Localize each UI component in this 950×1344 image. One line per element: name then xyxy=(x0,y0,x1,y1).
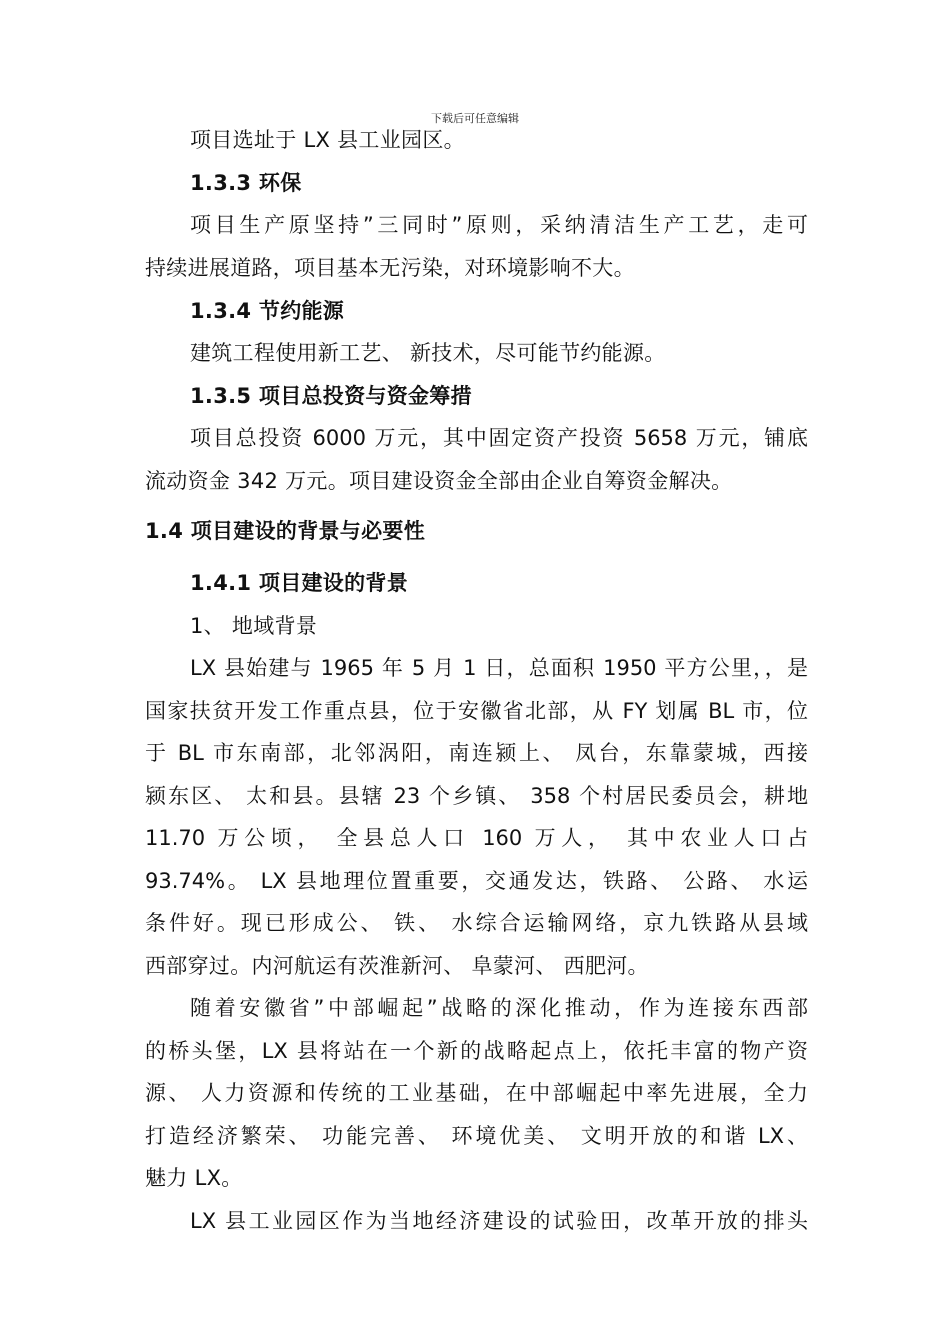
paragraph-line: 源、 人力资源和传统的工业基础，在中部崛起中率先进展，全力 xyxy=(145,1081,808,1105)
paragraph-line: 项目生产原坚持”三同时”原则，采纳清洁生产工艺，走可 xyxy=(190,213,808,237)
paragraph-line: LX 县工业园区作为当地经济建设的试验田，改革开放的排头 xyxy=(190,1209,808,1233)
paragraph-line: 打造经济繁荣、 功能完善、 环境优美、 文明开放的和谐 LX、 xyxy=(145,1124,808,1148)
chapter-heading: 1.4 项目建设的背景与必要性 xyxy=(145,519,426,543)
paragraph-line: 建筑工程使用新工艺、 新技术，尽可能节约能源。 xyxy=(190,341,666,365)
section-heading: 1.3.5 项目总投资与资金筹措 xyxy=(190,384,472,408)
paragraph-line: LX 县始建与 1965 年 5 月 1 日，总面积 1950 平方公里，，是 xyxy=(190,656,808,680)
list-item: 1、 地域背景 xyxy=(190,614,318,638)
paragraph-line: 颍东区、 太和县。县辖 23 个乡镇、 358 个村居民委员会，耕地 xyxy=(145,784,808,808)
paragraph-line: 于 BL 市东南部，北邻涡阳，南连颍上、 凤台，东靠蒙城，西接 xyxy=(145,741,808,765)
header-note: 下载后可任意编辑 xyxy=(431,112,519,125)
paragraph-line: 随着安徽省”中部崛起”战略的深化推动，作为连接东西部 xyxy=(190,996,808,1020)
section-heading: 1.3.3 环保 xyxy=(190,171,302,195)
paragraph-line: 11.70 万公顷， 全县总人口 160 万人， 其中农业人口占 xyxy=(145,826,808,850)
section-heading: 1.3.4 节约能源 xyxy=(190,299,345,323)
paragraph-line: 项目总投资 6000 万元，其中固定资产投资 5658 万元，铺底 xyxy=(190,426,808,450)
paragraph-line: 条件好。现已形成公、 铁、 水综合运输网络，京九铁路从县域 xyxy=(145,911,808,935)
paragraph-line: 项目选址于 LX 县工业园区。 xyxy=(190,128,465,152)
paragraph-line: 国家扶贫开发工作重点县，位于安徽省北部，从 FY 划属 BL 市，位 xyxy=(145,699,808,723)
paragraph-line: 的桥头堡，LX 县将站在一个新的战略起点上，依托丰富的物产资 xyxy=(145,1039,808,1063)
paragraph-line: 93.74%。 LX 县地理位置重要，交通发达，铁路、 公路、 水运 xyxy=(145,869,808,893)
paragraph-line: 流动资金 342 万元。项目建设资金全部由企业自筹资金解决。 xyxy=(145,469,733,493)
paragraph-line: 持续进展道路，项目基本无污染，对环境影响不大。 xyxy=(145,256,635,280)
paragraph-line: 魅力 LX。 xyxy=(145,1166,243,1190)
section-heading: 1.4.1 项目建设的背景 xyxy=(190,571,409,595)
paragraph-line: 西部穿过。内河航运有茨淮新河、 阜蒙河、 西肥河。 xyxy=(145,954,649,978)
